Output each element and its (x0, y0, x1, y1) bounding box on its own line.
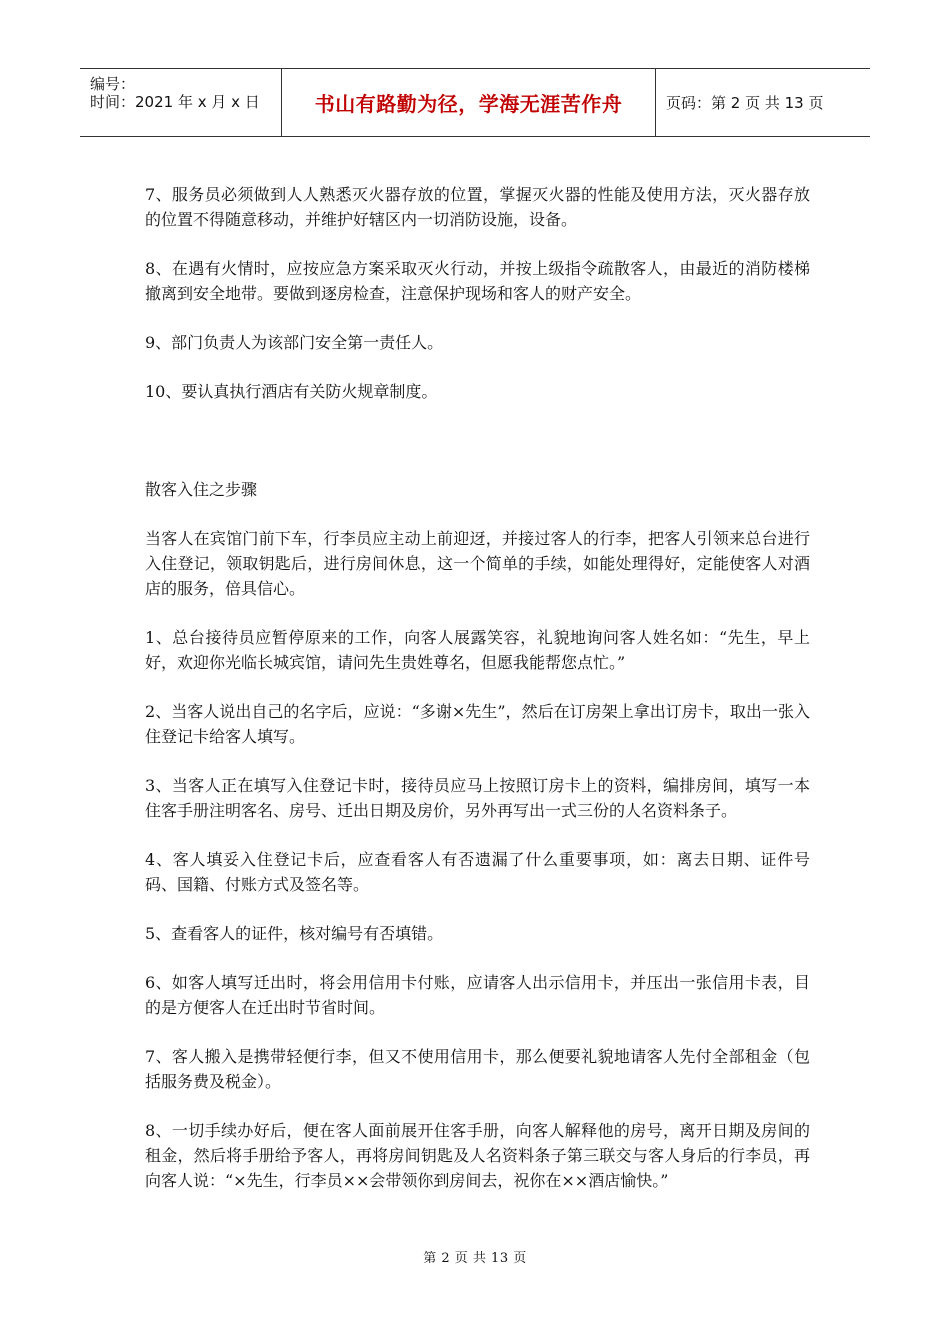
paragraph-step-8: 8、一切手续办好后，便在客人面前展开住客手册，向客人解释他的房号，离开日期及房间的租金，然后将手册给予客人，再将房间钥匙及人名资料条子第三联交与客人身后的行李员，再向客人说：“×先生，行李员××会带领你到房间去，祝你在××酒店愉快。” (145, 1121, 810, 1190)
page-header (80, 68, 870, 137)
document-time-label: 时间：2021 年 x 月 x 日 (90, 93, 260, 111)
section-heading: 散客入住之步骤 (145, 480, 258, 499)
document-body (145, 182, 810, 1193)
paragraph-step-7: 7、客人搬入是携带轻便行李，但又不使用信用卡，那么便要礼貌地请客人先付全部租金（包括服务费及税金）。 (145, 1047, 810, 1091)
header-motto: 书山有路勤为径，学海无涯苦作舟 (314, 92, 623, 116)
paragraph-intro: 当客人在宾馆门前下车，行李员应主动上前迎迓，并接过客人的行李，把客人引领来总台进行入住登记，领取钥匙后，进行房间休息，这一个简单的手续，如能处理得好，定能使客人对酒店的服务，倍具信心。 (145, 529, 810, 598)
header-meta (80, 69, 282, 136)
document-number-label: 编号： (90, 75, 136, 93)
paragraph-step-4: 4、客人填妥入住登记卡后，应查看客人有否遗漏了什么重要事项，如：离去日期、证件号码、国籍、付账方式及签名等。 (145, 850, 810, 894)
paragraph-step-6: 6、如客人填写迁出时，将会用信用卡付账，应请客人出示信用卡，并压出一张信用卡表，目的是方便客人在迁出时节省时间。 (145, 973, 810, 1017)
paragraph-step-5: 5、查看客人的证件，核对编号有否填错。 (145, 924, 444, 943)
page-footer: 第 2 页 共 13 页 (423, 1251, 527, 1266)
header-page-number: 页码：第 2 页 共 13 页 (666, 94, 824, 112)
header-motto-cell (282, 69, 656, 136)
paragraph-step-2: 2、当客人说出自己的名字后，应说：“多谢×先生”，然后在订房架上拿出订房卡，取出一张入住登记卡给客人填写。 (145, 702, 810, 746)
paragraph-rule-7: 7、服务员必须做到人人熟悉灭火器存放的位置，掌握灭火器的性能及使用方法，灭火器存放的位置不得随意移动，并维护好辖区内一切消防设施，设备。 (145, 185, 810, 229)
paragraph-rule-9: 9、部门负责人为该部门安全第一责任人。 (145, 333, 444, 352)
header-page-cell (656, 69, 870, 136)
paragraph-rule-10: 10、要认真执行酒店有关防火规章制度。 (145, 382, 438, 401)
paragraph-step-3: 3、当客人正在填写入住登记卡时，接待员应马上按照订房卡上的资料，编排房间，填写一本住客手册注明客名、房号、迁出日期及房价，另外再写出一式三份的人名资料条子。 (145, 776, 810, 820)
paragraph-step-1: 1、总台接待员应暂停原来的工作，向客人展露笑容，礼貌地询问客人姓名如：“先生，早上好，欢迎你光临长城宾馆，请问先生贵姓尊名，但愿我能帮您点忙。” (145, 628, 810, 672)
paragraph-rule-8: 8、在遇有火情时，应按应急方案采取灭火行动，并按上级指令疏散客人，由最近的消防楼梯撤离到安全地带。要做到逐房检查，注意保护现场和客人的财产安全。 (145, 259, 810, 303)
